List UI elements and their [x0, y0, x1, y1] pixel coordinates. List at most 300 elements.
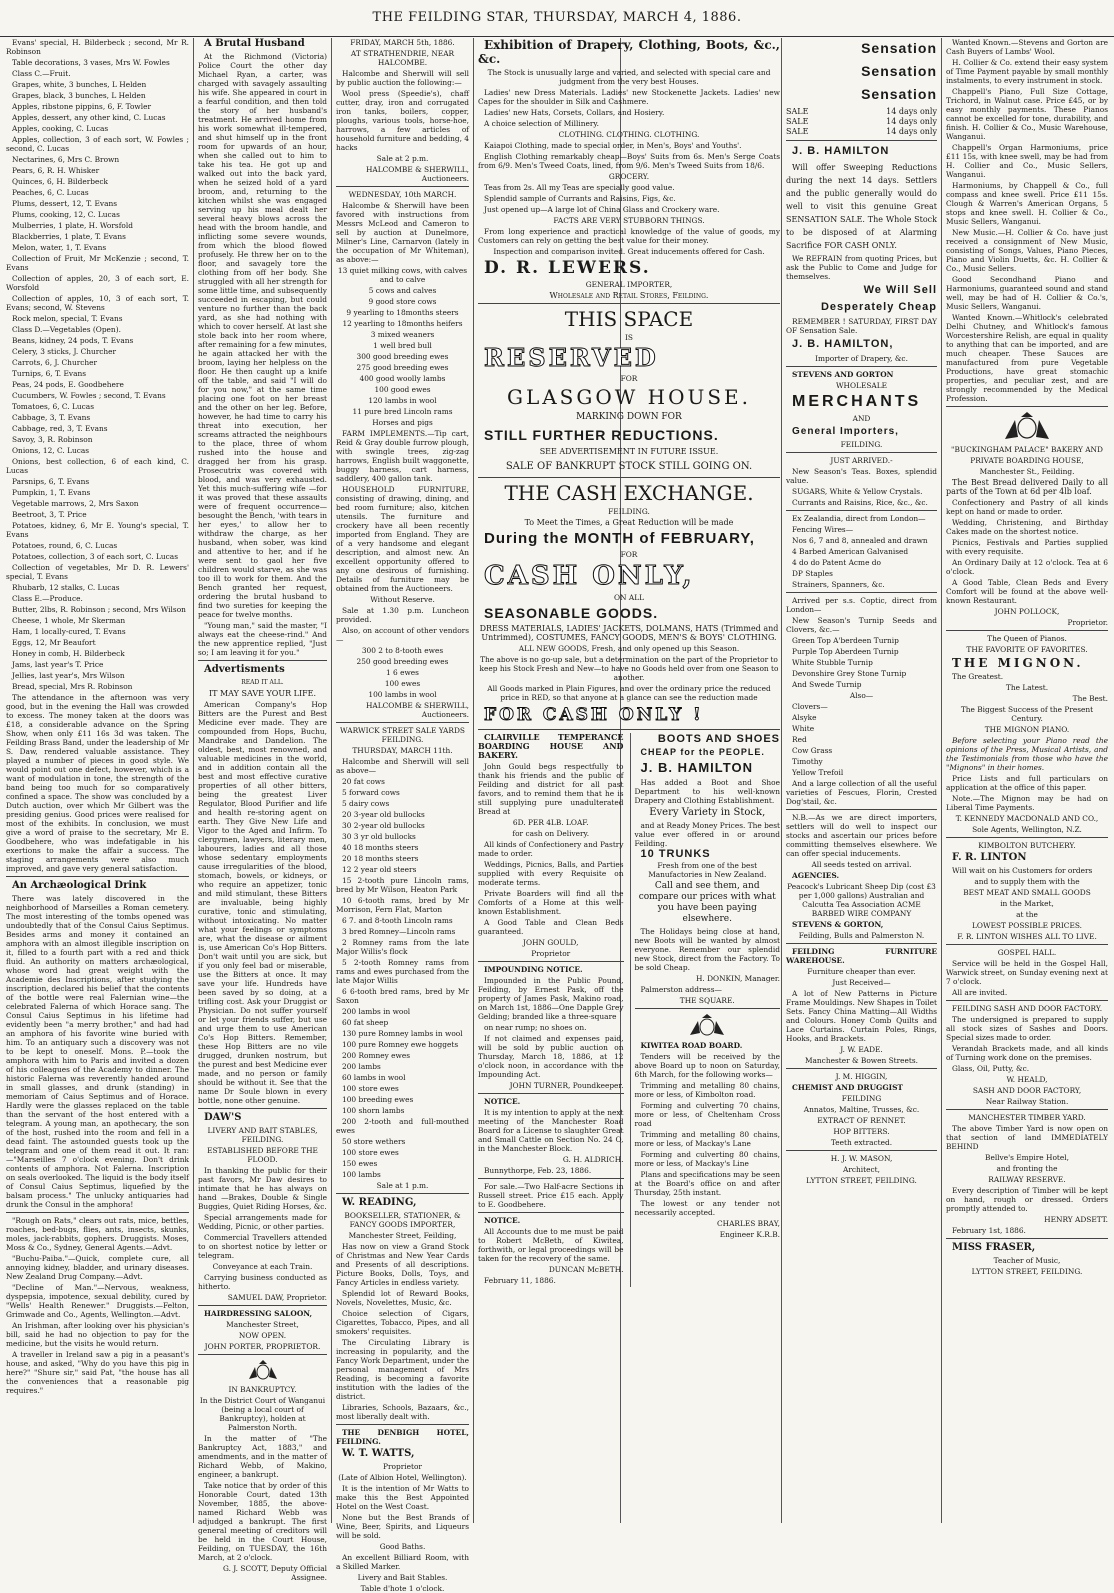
clover-item: Yellow Trefoil [792, 768, 844, 777]
show-result-line: Collection of Fruit, Mr McKenzie ; second, T. Evans [6, 254, 189, 272]
mcbeth-sig: DUNCAN McBETH. [548, 1265, 624, 1274]
sg-title: STEVENS AND GORTON [792, 370, 894, 379]
royal-crest-icon [1002, 411, 1052, 441]
mignon-piano: THE MIGNON PIANO. [984, 725, 1070, 734]
price-lists: Price Lists and full particulars on application at the office of this paper. [946, 774, 1108, 792]
queen-pianos: The Queen of Pianos. [987, 634, 1067, 643]
fraser-title: Teacher of Music, [993, 1256, 1061, 1265]
col1-ad-2: "Buchu-Paiba."—Quick, complete cure, all annoying kidney, bladder, and urinary diseases. New Zealand Drug Company.—Advt. [6, 1254, 189, 1281]
mason-addr: LYTTON STREET, FEILDING. [806, 1176, 917, 1185]
thurs-item: 10 6-tooth rams, bred by Mr Morrison, Fern Flat, Marton [336, 896, 469, 914]
livestock-item: 12 yearling to 18months heifers [342, 319, 463, 328]
sash-factory: FEILDING SASH AND DOOR FACTORY. [951, 1004, 1103, 1013]
hop-bitters: HOP BITTERS. [833, 1127, 890, 1136]
sale-row [786, 127, 937, 137]
also: Also— [849, 691, 874, 700]
show-result-line: Table decorations, 3 vases, Mrs W. Fowles [12, 58, 170, 67]
show-result-line: Plums, dessert, 12, T. Evans [12, 199, 118, 208]
reading-cigars: Choice selection of Cigars, Cigarettes, Tobacco, Pipes, and all smokers' requisites. [336, 1309, 469, 1336]
mcbeth-date: February 11, 1886. [484, 1276, 556, 1285]
latest: The Latest. [1005, 683, 1049, 692]
eade-addr: Manchester & Bowen Streets. [804, 1056, 919, 1065]
show-result-line: Bread, special, Mrs R. Robinson [12, 682, 133, 691]
ex-facts: FACTS ARE VERY STUBBORN THINGS. [553, 216, 705, 225]
show-result-line: Onions, 12, C. Lucas [12, 446, 90, 455]
column-rule [941, 38, 942, 1523]
thurs-item: 100 store ewes [342, 1084, 399, 1093]
timber-yard: MANCHESTER TIMBER YARD. [968, 1113, 1086, 1122]
show-result-line: Pears, 6, R. H. Whisker [12, 166, 100, 175]
ce-new: ALL NEW GOODS, Fresh, and only opened up this Season. [518, 644, 740, 653]
show-result-line: Evans' special, H. Bilderbeck ; second, Mr R. Robinson [6, 38, 189, 56]
daw-sub: LIVERY AND BAIT STABLES, FEILDING. [207, 1126, 318, 1144]
adv-read: READ IT ALL. [241, 679, 284, 686]
thurs-item: 60 fat sheep [342, 1018, 389, 1027]
reading-sub: BOOKSELLER, STATIONER, & FANCY GOODS IMPORTER, [344, 1211, 461, 1229]
daw-special: Special arrangements made for Wedding, Picnic, or other parties. [198, 1213, 327, 1231]
sale-rows [786, 107, 937, 137]
biggest: The Biggest Success of the Present Century. [960, 705, 1094, 723]
empire-hotel: Bellve's Empire Hotel, [985, 1153, 1069, 1162]
ce-seasonable: SEASONABLE GOODS. [484, 605, 659, 621]
fencing: Fencing Wires— [792, 525, 854, 534]
pollock: JOHN POLLOCK, [994, 607, 1060, 616]
jbh-sensation: J. B. HAMILTON [792, 145, 890, 157]
hs-sig: HALCOMBE & SHERWILL, Auctioneers. [365, 165, 469, 183]
linton: F. R. LINTON [952, 852, 1027, 863]
tenders: Tenders will be received by the above Board up to noon on Saturday, 6th March, for the following works— [634, 1052, 780, 1079]
ex-inspection: Inspection and comparison invited. Great inducements offered for Cash. [493, 247, 765, 256]
sale-duration: 14 days only [886, 107, 937, 116]
this-space: THIS SPACE [564, 307, 694, 331]
show-result-line: Potatoes, round, 6, C. Lucas [12, 541, 118, 550]
wires-list [786, 536, 937, 589]
annatos: Annatos, Maltine, Trusses, &c. [803, 1105, 920, 1114]
thurs-item: 20 18 months steers [342, 854, 419, 863]
picnics: Picnics, Festivals and Parties supplied with every requisite. [946, 538, 1108, 556]
grasses: And a large collection of all the useful varieties of Fescues, Florin, Crested Dog'stail, &c. [786, 779, 937, 806]
hair-title: HAIRDRESSING SALOON, [204, 1309, 313, 1318]
reading-bazaar: Libraries, Schools, Bazaars, &c., most liberally dealt with. [336, 1403, 469, 1421]
boarding-house: PRIVATE BOARDING HOUSE, [970, 456, 1084, 465]
seeds-tested: All seeds tested on arrival. [811, 860, 912, 869]
wed-body: Halcombe & Sherwill have been favored with instructions from Messrs McLeod and Cameron to sell by auction at Dunelmore, Milner's Line, Carnarvon (lately in the occupation of Mr Whiteman), as above:— [336, 201, 469, 264]
lewers-stores: Wholesale and Retail Stores, Feilding. [549, 291, 709, 300]
livestock-item: 300 good breeding ewes [356, 352, 449, 361]
thurs-item: 3 bred Romney—Lincoln rams [342, 927, 456, 936]
thurs-item: 100 shorn lambs [342, 1106, 405, 1115]
hair-street: Manchester Street, [226, 1320, 299, 1329]
consign-item: 300 2 to 8-tooth ewes [361, 646, 444, 655]
wholesale: WHOLESALE [835, 381, 888, 390]
show-result-line: Butter, 2lbs, R. Robinson ; second, Mrs Wilson [12, 605, 186, 614]
for-sale: For sale.—Two Half-acre Sections in Russell street. Price £15 each. Apply to E. Goodbehere. [478, 1182, 624, 1209]
bank-notice: Take notice that by order of this Honorable Court, dated 13th November, 1885, the above-named Richard Webb was adjudged a bankrupt. The first general meeting of creditors will be held in the Court House, Feilding, on TUESDAY, the 16th March, at 2 o'clock. [198, 1481, 327, 1562]
best-meat: BEST MEAT AND SMALL GOODS [963, 888, 1091, 897]
thurs-item: 40 18 months steers [342, 843, 419, 852]
jbh-2-sub: Importer of Drapery, &c. [815, 354, 908, 363]
the-square: THE SQUARE. [679, 996, 735, 1005]
wanted-lambs-wool: Wanted Known.—Stevens and Gorton are Cash Buyers of Lambs' Wool. [946, 38, 1108, 56]
lewers-name: D. R. LEWERS. [484, 258, 651, 278]
is-label: IS [625, 333, 633, 342]
show-result-line: Rock melon, special, T. Evans [12, 314, 123, 323]
column-rule [331, 38, 332, 1523]
reading-library: The Circulating Library is increasing in popularity, and the Fancy Work Department, under the personal management of Mrs Reading, is becoming a favorite institution with the ladies of the district. [336, 1338, 469, 1401]
seed-item: And Swede Turnip [792, 680, 862, 689]
thurs-item: 5 forward cows [342, 788, 400, 797]
thurs-item: 200 Romney ewes [342, 1051, 411, 1060]
sg-2-sub: Feilding, Bulls and Palmerston N. [798, 931, 925, 940]
see-adv: SEE ADVERTISEMENT IN FUTURE ISSUE. [539, 447, 719, 456]
young-man: "Young man," said the master, "I always eat the cheese-rind." And the new apprentice replied, "Just so; I am leaving it for you." [198, 621, 327, 657]
show-result-line: Pumpkin, 1, T. Evans [12, 488, 91, 497]
show-result-line: Celery, 3 sticks, J. Churcher [12, 347, 117, 356]
livestock-item: 9 good store cows [368, 297, 437, 306]
show-result-line: Savoy, 3, R. Robinson [12, 435, 93, 444]
ex-grocery: GROCERY. [608, 172, 650, 181]
sensation-2: Sensation [861, 63, 937, 79]
show-results [6, 38, 189, 691]
reading-body: Has now on view a Grand Stock of Christmas and New Year Cards and Presents of all descriptions. Picture Books, Dolls, Toys, and Fancy Articles in endless variety. [336, 1242, 469, 1287]
livestock-item: Horses and pigs [372, 418, 433, 427]
impound-sig: JOHN TURNER, Poundkeeper. [509, 1081, 624, 1090]
call-see: Call and see them, and compare our prices with what you have been paying elsewhere. [638, 881, 776, 924]
consign-item: 1 6 ewes [386, 668, 419, 677]
eade: J. W. EADE. [840, 1045, 883, 1054]
show-result-line: Ham, 1 locally-cured, T. Evans [12, 627, 126, 636]
plans: Plans and specifications may be seen at the Board's office on and after Thursday, 25th instant. [634, 1170, 780, 1197]
kennedy-sub: Sole Agents, Wellington, N.Z. [972, 825, 1082, 834]
watts: W. T. WATTS, [342, 1448, 415, 1459]
sale-duration: 14 days only [886, 117, 937, 126]
thurs-item: 12 2 year old steers [342, 865, 417, 874]
bread: The Best Bread delivered Daily to all parts of the Town at 6d per 4lb loaf. [946, 478, 1108, 496]
impound-brand: on near rump; no shoes on. [484, 1023, 587, 1032]
show-result-line: Blackberries, 1 plate, T. Evans [12, 232, 126, 241]
lowest-tender: The lowest or any tender not necessarily accepted. [634, 1199, 780, 1217]
column-4 [478, 38, 780, 1523]
daw-est: ESTABLISHED BEFORE THE FLOOD. [207, 1146, 318, 1164]
gospel-hall: GOSPEL HALL. [997, 948, 1057, 957]
show-result-line: Peas, 24 pods, E. Goodbehere [12, 380, 124, 389]
exhibition-title: Exhibition of Drapery, Clothing, Boots, &c., &c. [478, 38, 780, 66]
seed-item: Devonshire Grey Stone Turnip [792, 669, 907, 678]
reserved: RESERVED [484, 343, 659, 372]
jbh-sensation-body: Will offer Sweeping Reductions during the next 14 days. Settlers and the public generally would do well to visit this genuine Great SENSATION SALE. The Whole Stock to be disposed of at Alarming Sacrifice FOR CASH ONLY. [786, 163, 937, 250]
work-item: Trimming and metalling 80 chains, more or less, of Mackay's Lane [634, 1130, 780, 1148]
ce-town: FEILDING. [608, 507, 650, 516]
zealandia: Ex Zealandia, direct from London— [792, 514, 926, 523]
ce-month: During the MONTH of FEBRUARY, [484, 530, 755, 547]
clover-item: Timothy [792, 757, 823, 766]
clover-item: Red [792, 735, 807, 744]
show-result-line: Collection of apples, 10, 3 of each sort, T. Evans; second, W. Stevens [6, 294, 189, 312]
boots-column [630, 733, 781, 1287]
reserve: Without Reserve. [370, 595, 435, 604]
we-will-sell: We Will Sell [863, 284, 937, 296]
show-result-line: Melon, water, 1, T. Evans [12, 243, 107, 252]
show-result-line: Apples, ribstone pippins, 6, F. Towler [12, 102, 151, 111]
show-result-line: Quinces, 6, H. Bilderbeck [12, 177, 109, 186]
consign: Also, on account of other vendors— [336, 626, 469, 644]
donkin: H. DONKIN, Manager. [695, 974, 780, 983]
chemist: CHEMIST AND DRUGGIST [792, 1083, 903, 1092]
show-result-line: Jams, last year's T. Price [12, 660, 104, 669]
aldrich-body: It is my intention to apply at the next meeting of the Manchester Road Board for a License to slaughter Great and Small Cattle on Section No. 24 O, in the Manchester Block. [478, 1108, 624, 1153]
livestock-item: 9 yearling to 18months steers [346, 308, 459, 317]
trunks-sub: Fresh from one of the best Manufactories in New Zealand. [648, 861, 767, 879]
ce-for: FOR [620, 550, 638, 559]
livestock-list [336, 266, 469, 427]
greatest: The Greatest. [952, 672, 1004, 681]
show-result-line: Rhubarb, 12 stalks, C. Lucas [12, 583, 120, 592]
cheap-people: CHEAP for the PEOPLE. [640, 747, 765, 757]
show-result-line: Apples, cooking, C. Lucas [12, 124, 109, 133]
livestock-item: 3 mixed weaners [370, 330, 435, 339]
ex-currants: Splendid sample of Currants and Raisins, Figs, &c. [484, 194, 676, 203]
clair-body: John Gould begs respectfully to thank his friends and the public of Feilding and district for all past favors, and to remind them that he is still supplying pure unadulterated Bread at [478, 762, 624, 816]
reading-street: Manchester Street, Feilding, [348, 1231, 457, 1240]
bray: CHARLES BRAY, [716, 1219, 780, 1228]
refrain: We REFRAIN from quoting Prices, but ask the Public to Come and Judge for themselves. [786, 254, 937, 281]
watts-body: It is the intention of Mr Watts to make this the Best Appointed Hotel on the West Coast. [336, 1484, 469, 1511]
show-result-line: Collection of apples, 20, 3 of each sort, E. Worsfold [6, 274, 189, 292]
railway-reserve: RAILWAY RESERVE. [988, 1175, 1066, 1184]
kennedy: T. KENNEDY MACDONALD AND CO., [955, 814, 1099, 823]
higgin-town: FEILDING [841, 1094, 882, 1103]
ex-teas: Teas from 2s. All my Teas are specially good value. [484, 183, 675, 192]
just-arrived: JUST ARRIVED.- [830, 456, 893, 465]
watts-livery: Livery and Bait Stables. [357, 1573, 448, 1582]
royal-crest-icon [687, 1013, 727, 1037]
heald-title: SASH AND DOOR FACTORY, [972, 1086, 1082, 1095]
clair-beds: A Good Table and Clean Beds guaranteed. [478, 918, 624, 936]
merchants: MERCHANTS [792, 393, 922, 410]
nb: N.B.—As we are direct importers, settlers will do well to inspect our stocks and ascertain our prices before committing themselves elsewhere. We can offer special inducements. [786, 813, 937, 858]
thurs-item: 15 2-tooth pure Lincoln rams, bred by Mr Wilson, Heaton Park [336, 876, 469, 894]
bank-matter: In the matter of "The Bankruptcy Act, 1883," and amendments, and in the matter of Richard Webb, of Makino, engineer, a bankrupt. [198, 1434, 327, 1479]
variety: Every Variety in Stock, [649, 807, 766, 818]
higgin: J. M. HIGGIN, [835, 1072, 888, 1081]
clair-board: Private Boarders will find all the Comforts of a Home at this well-known Establishment. [478, 889, 624, 916]
hair-open: NOW OPEN. [238, 1331, 287, 1340]
clair-price: 6D. PER 4LB. LOAF. [512, 818, 589, 827]
watts-baths: Good Baths. [379, 1542, 426, 1551]
show-result-line: Cucumbers, W. Fowles ; second, T. Evans [12, 391, 166, 400]
sensation-1: Sensation [861, 40, 937, 56]
fraser-addr: LYTTON STREET, FEILDING. [971, 1267, 1083, 1276]
jbh-body: Has added a Boot and Shoe Department to his well-known Drapery and Clothing Establishment. [634, 778, 780, 805]
mignon: THE MIGNON. [952, 656, 1084, 670]
ce-cash-only: CASH ONLY, [484, 561, 695, 591]
thurs-item: 100 lambs [342, 1170, 381, 1179]
farm-implements: FARM IMPLEMENTS.—Tip cart, Reid & Gray double furrow plough, with swingle trees, zig-zag harrows, English built waggonette, buggy harness, cart harness, saddlery, 400 gallon tank. [336, 429, 469, 483]
show-result-line: Turnips, 6, T. Evans [12, 369, 87, 378]
show-result-line: Honey in comb, H. Bilderbeck [12, 649, 125, 658]
thurs-item: 100 breeding ewes [342, 1095, 414, 1104]
lowest-prices: LOWEST POSSIBLE PRICES. [972, 921, 1082, 930]
desperately: Desperately Cheap [820, 301, 937, 313]
buckingham: "BUCKINGHAM PALACE" BAKERY AND [951, 445, 1103, 454]
thurs-item: 100 pure Romney ewe hoggets [342, 1040, 459, 1049]
linton-motto: F. R. LINTON WISHES ALL TO LIVE. [957, 932, 1097, 941]
heald: W. HEALD, [1006, 1075, 1048, 1084]
daw-body: In thanking the public for their past favors, Mr Daw desires to intimate that he has always on hand —Brakes, Double & Single Buggies, Quiet Riding Horses, &c. [198, 1166, 327, 1211]
mason-title: Architect, [843, 1165, 880, 1174]
livestock-item: 100 good ewes [374, 385, 431, 394]
thurs-item: 5 dairy cows [342, 799, 390, 808]
livestock-item: 13 quiet milking cows, with calves and to calve [337, 266, 468, 284]
sg-2: STEVENS & GORTON, [792, 920, 884, 929]
show-result-line: Carrots, 6, J. Churcher [12, 358, 98, 367]
ex-stock: The Stock is unusually large and varied, and selected with special care and judgment from the very best Houses. [487, 68, 771, 86]
consign-item: 100 lambs in wool [368, 690, 437, 699]
thurs-item: 150 ewes [342, 1159, 378, 1168]
thurs-item: 6 6-tooth bred rams, bred by Mr Saxon [336, 987, 469, 1005]
show-result-line: Grapes, black, 3 bunches, L Helden [12, 91, 146, 100]
show-result-line: Vegetable marrows, 2, Mrs Saxon [12, 499, 139, 508]
livestock-item: 400 good woolly lambs [359, 374, 446, 383]
furniture-recv: Just Received— [832, 978, 891, 987]
ex-clothing: CLOTHING. CLOTHING. CLOTHING. [558, 130, 700, 139]
drink-body: There was lately discovered in the neighborhood of Marseilles a Roman cemetery. The most interesting of the tombs opened was undoubtedly that of the Consul Caius Septimus. Besides arms and money it contained an amphora with an almost illegible inscription on it, filled to a fourth part with a red and thick fluid. An authority on matters archæological, whose word had great weight with the Academie des Inscriptions, after studying the inscription, declared his belief that the contents of the bottle were real Falernian wine—the celebrated Falerna of which Horace sang. The Consul Caius Septimus in his lifetime had evidently been "a merry brother," and had had an amphora of his favorite wine buried with him. To an antiquary such a discovery was not to be kept to oneself. Mons. P.—took the amphora with him to Paris and invited a dozen of his colleagues of the Academy to dinner. The historic Falerna was reverently handed around in small glasses, and drunk (standing) in memoriam of Caius Septimus and of Horace. Hardly were the glasses replaced on the table than the servant of the host entered with a telegram. A young man, an apothecary, the son of the host, rushed into the room and fell in a dead faint. The astounded guests took up the telegram and one of them read it out. It ran:—"Marseilles 7 o'clock evening. Don't drink contents of amphora. Not Falerna. Inscription on seals overlooked. The liquid is the body itself of Consul Caius Septimus, liquefied by the balsam process." The unlucky antiquaries had drunk the Consul in the amphora! [6, 894, 189, 1209]
holidays: The Holidays being close at hand, new Boots will be wanted by almost everyone. Remember our splendid new Stock, direct from the Factory. To be sold Cheap. [634, 927, 780, 972]
new-teas: New Season's Teas. Boxes, splendid value. [786, 467, 937, 485]
adsett: HENRY ADSETT. [1044, 1215, 1108, 1224]
clover-list [786, 702, 937, 777]
clair-prop: Proprietor [531, 949, 571, 958]
show-result-line: Apples, collection, 3 of each sort, W. Fowles ; second, C. Lucas [6, 135, 189, 153]
trunks: 10 TRUNKS [640, 848, 711, 860]
sale-duration: 14 days only [886, 127, 937, 136]
denbigh: THE DENBIGH HOTEL, FEILDING. [336, 1428, 469, 1446]
reading-name: W. READING, [342, 1197, 417, 1208]
further-reductions: STILL FURTHER REDUCTIONS. [484, 427, 719, 443]
clover-item: Clovers— [792, 702, 828, 711]
ce-dress: DRESS MATERIALS, LADIES' JACKETS, DOLMANS, HATS (Trimmed and Untrimmed), COSTUMES, FANCY GOODS, MEN'S & BOYS' CLOTHING. [479, 624, 779, 642]
kiwitea: KIWITEA ROAD BOARD. [640, 1041, 743, 1050]
currants: Currants and Raisins, Rice, &c., &c. [792, 498, 928, 507]
teeth: Teeth extracted. [830, 1138, 893, 1147]
ce-meet: To Meet the Times, a Great Reduction will be made [524, 518, 734, 527]
invited: All are invited. [952, 988, 1008, 997]
work-item: Trimming and metalling 80 chains, more or less, of Kimbolton road. [634, 1081, 780, 1099]
secondhand-piano: Good Secondhand Piano and Harmoniums, guaranteed sound and stand well, may be had of H. Collier & Co.'s, Music Sellers, Wanganui. [946, 275, 1108, 311]
impound-body: Impounded in the Public Pound, Feilding, by Ernest Pask, off the property of James Pask, Makino road, on March 1st, 1886—One Dapple Grey Gelding; branded like a three-square [478, 976, 624, 1021]
seed-item: White Stubble Turnip [792, 658, 873, 667]
show-result-line: Cabbage, 3, T. Evans [12, 413, 91, 422]
livestock-item: 120 lambs in wool [368, 396, 437, 405]
ce-on: ON ALL [613, 593, 645, 602]
show-result-line: Cheese, 1 whole, Mr Skerman [12, 616, 126, 625]
sash-body: The undersigned is prepared to supply all stock sizes of Sashes and Doors. Special sizes made to order. [946, 1015, 1108, 1042]
rennet: EXTRACT OF RENNET. [817, 1116, 906, 1125]
market: in the Market, [1000, 899, 1054, 908]
show-result-line: Potatoes, kidney, 6, Mr E. Young's special, T. Evans [6, 521, 189, 539]
thurs-list [336, 777, 469, 1179]
harmoniums: Harmoniums, by Chappell & Co., full compass and knee swell. Price £11 15s. Clough & Warren's American Organs, 5 stops and knee swell. H. Collier & Co., Music Sellers, Wanganui. [946, 181, 1108, 226]
show-result-line: Jellies, last year's, Mrs Wilson [12, 671, 125, 680]
livestock-item: 11 pure bred Lincoln rams [352, 407, 453, 416]
aldrich-date: Bunnythorpe, Feb. 23, 1886. [484, 1166, 592, 1175]
show-result-line: Parsnips, 6, T. Evans [12, 477, 90, 486]
watts-prop: Proprietor [383, 1462, 422, 1471]
clair-title: CLAIRVILLE TEMPERANCE BOARDING HOUSE AND BAKERY. [478, 732, 624, 760]
before-selecting: Before selecting your Piano read the opinions of the Press, Musical Artists, and the Testimonials from those who have the "Mignons" in their homes. [946, 736, 1108, 772]
agencies: AGENCIES. [792, 871, 840, 880]
wire-item: 4 do do Patent Acme do [792, 558, 881, 567]
drink-title: An Archæological Drink [12, 880, 147, 891]
furniture-warehouse: FEILDING FURNITURE WAREHOUSE. [786, 947, 937, 965]
clover-item: White [792, 724, 815, 733]
col1-ad-3: "Decline of Man."—Nervous, weakness, dyspepsia, impotence, sexual debility, cured by "Wells' Health Renewer." Druggists.—Felton, Grimwade and Co., Agents, Wellington.—Advt. [6, 1283, 189, 1319]
friday-date: FRIDAY, MARCH 5th, 1886. [350, 38, 455, 47]
show-result-line: Tomatoes, 6, C. Lucas [12, 402, 94, 411]
ex-china: Just opened up—A large lot of China Glass and Crockery ware. [484, 205, 720, 214]
glass: Glass, Oil, Putty, &c. [952, 1064, 1030, 1073]
ex-long: From long experience and practical knowledge of the value of goods, my Customers can rely on getting the best value for their money. [478, 227, 780, 245]
daw-carry: Carrying business conducted as hitherto. [198, 1273, 327, 1291]
adv-body: American Company's Hop Bitters are the Purest and Best Medicine ever made. They are compounded from Hops, Buchu, Mandrake and Dandelion. The oldest, best, most renowned, and valuable medicines in the world, and in addition contain all the best and most effective curative properties of all other bitters, being the greatest Liver Regulator, Blood Purifier and life and health re-storing agent on earth. They Give New Life and Vigor to the Aged and Infirm. To clergymen, lawyers, literary men, labourers, ladies and all those whose sedentary employments cause irregularities of the blood, stomach, bowels, or kidneys, or who require an appetizer, tonic and mild stimulant, these Bitters are invaluable, being highly curative, tonic and stimulating, without intoxicating. No matter what your feelings or symptoms are, what the disease or ailment is, use American Co's Hop Bitters. Don't wait until you are sick, but if you only feel bad or miserable, use the Bitters at once. It may save your life. Hundreds have been saved by so doing, at a trifling cost. Ask your Druggist or Physician. Do not suffer yourself or let your friends suffer, but use and urge them to use American Co's Hop Bitters. Remember, these Hop Bitters are no vile drugged, drunken nostrum, but the purest and best Medicine ever made, and no person or family should be without it. See that the name Dr Soule blown in every bottle, none other genuine. [198, 700, 327, 1105]
clover-item: Alsyke [792, 713, 817, 722]
thurs-item: 6 7. and 8-tooth Lincoln rams [342, 916, 453, 925]
show-result-line: Beetroot, 3, T. Price [12, 510, 87, 519]
and-label: AND [852, 414, 871, 423]
thurs-item: 130 pure Romney lambs in wool [342, 1029, 463, 1038]
work-item: Forming and culverting 80 chains, more or less, of Mackay's Line [634, 1150, 780, 1168]
service: Service will be held in the Gospel Hall, Warwick street, on Sunday evening next at 7 o'clock. [946, 959, 1108, 986]
show-result-line: Mulberries, 1 plate, H. Worsfold [12, 221, 133, 230]
favorite: THE FAVORITE OF FAVORITES. [966, 645, 1088, 654]
notice-title-2: NOTICE. [484, 1216, 521, 1225]
watts-table: Table d'hote 1 o'clock. [360, 1584, 445, 1593]
jbh-2: J. B. HAMILTON, [792, 338, 894, 350]
ce-above: The above is no go-up sale, but a determination on the part of the Proprietor to keep his Stock Fresh and New—to have no Goods held over from one Season to another. [479, 655, 779, 682]
show-result-line: Cabbage, red, 3, T. Evans [12, 424, 108, 433]
sensation-3: Sensation [861, 86, 937, 102]
bank-sig: G. J. SCOTT, Deputy Official Assignee. [222, 1564, 327, 1582]
wed-date: WEDNESDAY, 10th MARCH. [348, 190, 457, 199]
coptic: Arrived per s.s. Coptic, direct from London— [786, 596, 937, 614]
adv-title: Advertisments [204, 664, 285, 675]
heald-addr: Near Railway Station. [985, 1097, 1069, 1106]
show-result-line: Grapes, white, 3 bunches, L Helden [12, 80, 147, 89]
marking-down: MARKING DOWN FOR [576, 412, 682, 422]
daw-comm: Commercial Travellers attended to on shortest notice by letter or telegram. [198, 1233, 327, 1260]
column-2 [198, 38, 328, 1582]
column-7 [946, 38, 1108, 1523]
show-result-line: Peaches, 6, C. Lucas [12, 188, 89, 197]
linton-body: Will wait on his Customers for orders [952, 866, 1093, 875]
thurs-item: 30 2-year old bullocks [342, 821, 425, 830]
husband-body: At the Richmond (Victoria) Police Court the other day Michael Ryan, a carter, was charged with savagely assaulting his wife. She appeared in court in a fearful condition, and then told the story of her husband's treatment. He arrived home from his work somewhat ill-tempered, and shut himself up in the front room for upwards of an hour, when she called out to him to take his tea. He got up and walked out into the back yard, when he seized hold of a yard broom, and, returning to the kitchen whilst she was engaged serving up his meal dealt her several heavy blows across the head with the broom handle, and inflicting some severe wounds, from which the blood flowed profusely. He threw her on to the floor, and savagely tore the clothing from off her body. She struggled with all her strength for some little time, and subsequently succeeded in escaping, but could venture no further than the back yard, as she had nothing with which to cover herself. At last she stole back into her room where, after remaining for a few minutes, he again attacked her with the broom, laying her helpless on the floor. He then caught up a knife off the table, and said "I will do for you now," at the same time placing one foot on her breast and the other on her leg. Before, however, he had time to carry his threat into execution, her screams attracted the neighbours to the place, three of whom rushed into the house and dragged her from his grasp. Prosecutrix was covered with blood, and was very exhausted. Yet this much-suffering wife —for it was proved that these assaults were of frequent occurrence—besought the Bench, 'with tears in her eyes,' to allow her to withdraw the charge, as her husband, when sober, was kind and attentive to her, and if he were sent to gaol her five children would starve, as she was too ill to work for them. And the Bench granted her request, ordering the brutal husband to find two sureties for keeping the peace for twelve months. [198, 52, 328, 619]
hs-sig-2: HALCOMBE & SHERWILL, Auctioneers. [365, 701, 469, 719]
adsett-date: February 1st, 1886. [952, 1226, 1026, 1235]
consign-item: 100 ewes [384, 679, 421, 688]
show-result-line: Nectarines, 6, Mrs C. Brown [12, 155, 120, 164]
daw-title: DAW'S [204, 1112, 242, 1123]
notice-title: NOTICE. [484, 1097, 521, 1106]
at-the: at the [1016, 910, 1038, 919]
sale-label: SALE [786, 107, 809, 116]
linton-supply: and to supply them with the [974, 877, 1080, 886]
hs-items: Wool press (Speedie's), chaff cutter, dray, iron and corrugated iron tanks, boilers, copper, ploughs, various tools, horse-hoe, harrows, a few articles of household furniture and bedding, 4 hacks [336, 89, 469, 152]
masthead: THE FEILDING STAR, THURSDAY, MARCH 4, 1886. [0, 0, 1114, 37]
show-report: The attendance in the afternoon was very good, but in the evening the Hall was crowded to excess. The money taken at the doors was £18, a considerable advance on the Spring Show, when only £11 16s 3d was taken. The Feilding Brass Band, under the leadership of Mr S. Daw, rendered valuable assistance. They played a number of pieces in good style. We would point out one defect, however, which is a want of modulation in tone, the strength of the band being too much for so comparatively confined a space. The show was concluded by a Dutch auction, over which Mr Gilbert was the presiding genius. Good prices were realised for most of the exhibits. In conclusion, we must give a word of praise to the secretary, Mr E. Goodbehere, who was indefatigable in his exertions to make the affair a success. The staging arrangements were also much improved, and gave very general satisfaction. [6, 693, 189, 873]
ex-millinery: A choice selection of Millinery. [484, 119, 599, 128]
show-result-line: Class D.—Vegetables (Open). [12, 325, 121, 334]
